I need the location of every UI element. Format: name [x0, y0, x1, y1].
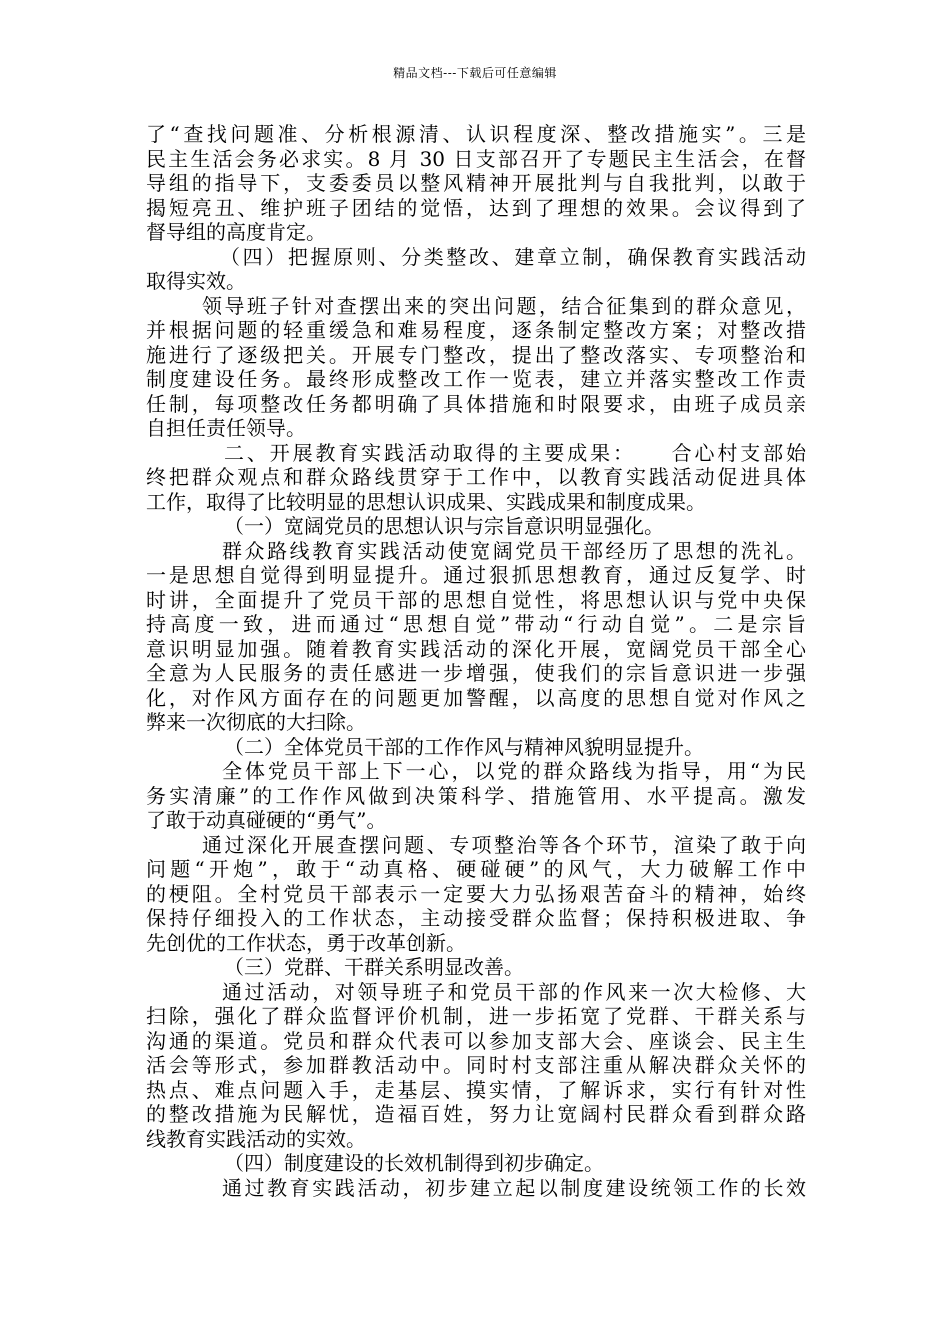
text-line: 工作，取得了比较明显的思想认识成果、实践成果和制度成果。	[146, 489, 706, 514]
text-line: 导组的指导下，支委委员以整风精神开展批判与自我批判，以敢于	[146, 171, 806, 195]
document-body	[146, 122, 806, 1200]
text-line: 的整改措施为民解忧，造福百姓，努力让宽阔村民群众看到群众路	[146, 1102, 806, 1126]
text-line: （一）宽阔党员的思想认识与宗旨意识明显强化。	[224, 514, 664, 538]
text-line: 终把群众观点和群众路线贯穿于工作中，以教育实践活动促进具体	[146, 465, 806, 489]
text-line: 了敢于动真碰硬的“勇气”。	[146, 808, 387, 832]
text-line: 线教育实践活动的实效。	[146, 1126, 366, 1151]
text-line: 领导班子针对查摆出来的突出问题，结合征集到的群众意见，	[202, 293, 806, 318]
text-line: 任制，每项整改任务都明确了具体措施和时限要求，由班子成员亲	[146, 391, 806, 416]
text-line: 制度建设任务。最终形成整改工作一览表，建立并落实整改工作责	[146, 367, 806, 391]
text-line: 揭短亮丑、维护班子团结的觉悟，达到了理想的效果。会议得到了	[146, 195, 806, 220]
text-line: 持高度一致，进而通过“思想自觉”带动“行动自觉”。二是宗旨	[146, 612, 806, 636]
text-line: （三）党群、干群关系明显改善。	[224, 955, 524, 979]
text-line: 取得实效。	[146, 269, 246, 293]
text-line: 一是思想自觉得到明显提升。通过狠抓思想教育，通过反复学、时	[146, 563, 806, 587]
text-line: 了“查找问题准、分析根源清、认识程度深、整改措施实”。三是	[146, 122, 806, 146]
text-line: 施进行了逐级把关。开展专门整改，提出了整改落实、专项整治和	[146, 342, 806, 367]
text-line: 通过活动，对领导班子和党员干部的作风来一次大检修、大	[222, 979, 806, 1004]
text-line: 问题“开炮”，敢于“动真格、硬碰硬”的风气，大力破解工作中	[146, 857, 806, 881]
text-line: （四）把握原则、分类整改、建章立制，确保教育实践活动	[220, 244, 806, 269]
text-line: （二）全体党员干部的工作作风与精神风貌明显提升。	[224, 734, 704, 759]
page-header: 精品文档---下载后可任意编辑	[393, 66, 557, 80]
text-line: 的梗阻。全村党员干部表示一定要大力弘扬艰苦奋斗的精神，始终	[146, 881, 806, 906]
text-line: 通过深化开展查摆问题、专项整治等各个环节，渲染了敢于向	[202, 832, 806, 857]
text-line: 督导组的高度肯定。	[146, 220, 326, 244]
text-line: 自担任责任领导。	[146, 416, 306, 440]
text-line: 务实清廉”的工作作风做到决策科学、措施管用、水平提高。激发	[146, 783, 806, 808]
text-line: 民主生活会务必求实。8 月 30 日支部召开了专题民主生活会，在督	[146, 146, 806, 171]
text-line: 弊来一次彻底的大扫除。	[146, 710, 366, 734]
text-line: 先创优的工作状态，勇于改革创新。	[146, 930, 466, 955]
text-line: 通过教育实践活动，初步建立起以制度建设统领工作的长效	[222, 1175, 806, 1200]
text-line: 二、开展教育实践活动取得的主要成果： 合心村支部始	[224, 440, 806, 465]
text-line: 沟通的渠道。党员和群众代表可以参加支部大会、座谈会、民主生	[146, 1028, 806, 1053]
text-line: 全意为人民服务的责任感进一步增强，使我们的宗旨意识进一步强	[146, 661, 806, 685]
text-line: 化，对作风方面存在的问题更加警醒，以高度的思想自觉对作风之	[146, 685, 806, 710]
text-line: 扫除，强化了群众监督评价机制，进一步拓宽了党群、干群关系与	[146, 1004, 806, 1028]
text-line: 热点、难点问题入手，走基层、摸实情，了解诉求，实行有针对性	[146, 1077, 806, 1102]
text-line: 时讲，全面提升了党员干部的思想自觉性，将思想认识与党中央保	[146, 587, 806, 612]
text-line: 意识明显加强。随着教育实践活动的深化开展，宽阔党员干部全心	[146, 636, 806, 661]
text-line: 保持仔细投入的工作状态，主动接受群众监督；保持积极进取、争	[146, 906, 806, 930]
text-line: 群众路线教育实践活动使宽阔党员干部经历了思想的洗礼。	[222, 538, 806, 563]
text-line: 全体党员干部上下一心，以党的群众路线为指导，用“为民	[222, 759, 806, 783]
text-line: 活会等形式，参加群教活动中。同时村支部注重从解决群众关怀的	[146, 1053, 806, 1077]
text-line: （四）制度建设的长效机制得到初步确定。	[224, 1151, 604, 1175]
text-line: 并根据问题的轻重缓急和难易程度，逐条制定整改方案；对整改措	[146, 318, 806, 342]
